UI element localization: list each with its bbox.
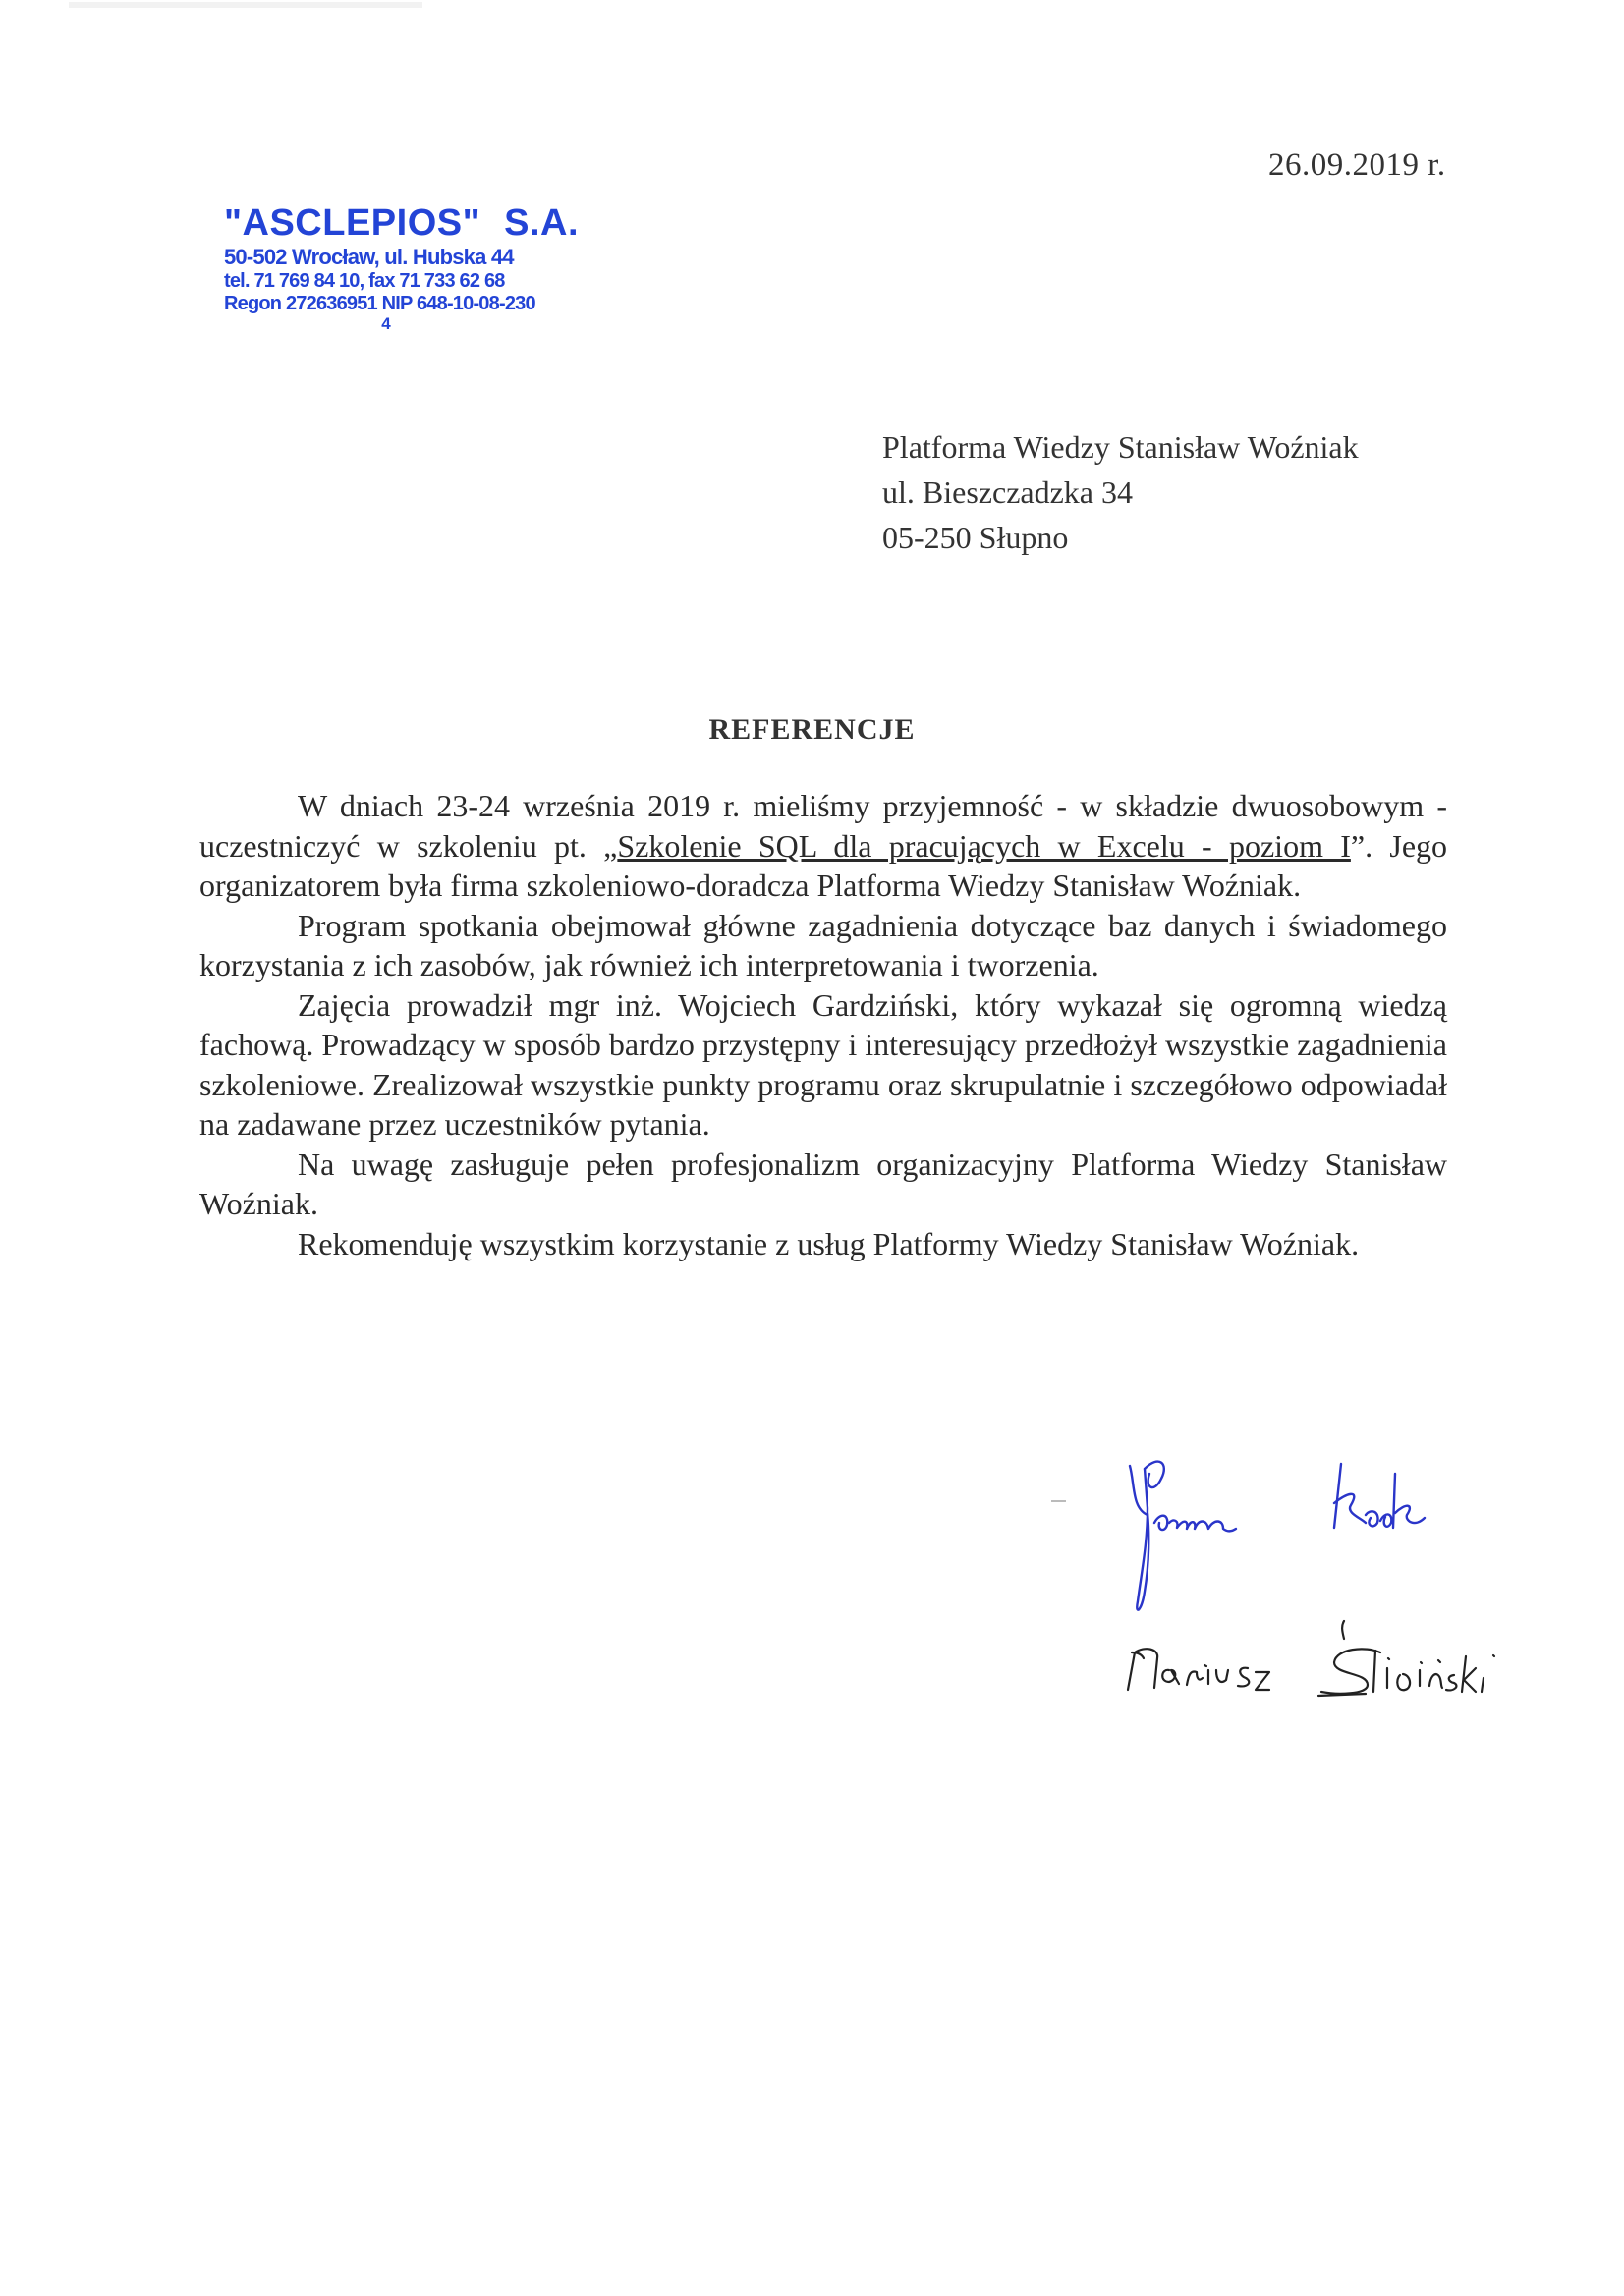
stamp-registry: Regon 272636951 NIP 648-10-08-230 [224,293,535,314]
paragraph-1 [199,786,1447,906]
paragraph-1-outro: ”. Jego organizatorem była firma szkoleniowo-doradcza Platforma Wiedzy Stanisław Woźniak. [199,827,1448,903]
company-stamp [224,201,580,333]
signature-joanna [1130,1462,1425,1610]
paragraph-3: Zajęcia prowadził mgr inż. Wojciech Gardziński, który wykazał się ogromną wiedzą fachową. Prowadzący w sposób bardzo przystępny i interesujący przedłożył wszystkie zagadnienia szkoleniowe. Zrealizował wszystkie punkty programu oraz skrupulatnie i szczegółowo odpowiadał na zadawane przez uczestników pytania. [199,986,1447,1142]
stamp-company-name [224,201,580,245]
handwritten-signatures-icon [1022,1434,1513,1729]
stamp-suffix-text: S.A. [504,202,580,244]
recipient-street: ul. Bieszczadzka 34 [882,475,1133,510]
training-title: Szkolenie SQL dla pracujących w Excelu - poziom I [617,827,1351,864]
recipient-city: 05-250 Słupno [882,520,1069,555]
paragraph-2: Program spotkania obejmował główne zagadnienia dotyczące baz danych i świadomego korzystania z ich zasobów, jak również ich interpretowania i tworzenia. [199,907,1447,982]
signatures [1022,1434,1513,1729]
letter-date: 26.09.2019 r. [1268,147,1446,183]
paragraph-5: Rekomenduję wszystkim korzystanie z usług Platformy Wiedzy Stanisław Woźniak. [298,1225,1360,1261]
letter-body [199,786,1447,1263]
document-heading: REFERENCJE [708,713,916,746]
paragraph-1-intro: W dniach 23-24 września 2019 r. mieliśmy przyjemność - w składzie dwuosobowym - uczestniczyć w szkoleniu pt. „ [199,788,1447,864]
scan-edge-artifact [69,2,422,8]
stamp-name-text: "ASCLEPIOS" [224,202,481,244]
stamp-address: 50-502 Wrocław, ul. Hubska 44 [224,245,514,269]
stamp-phone-fax: tel. 71 769 84 10, fax 71 733 62 68 [224,270,505,292]
recipient-address [882,424,1359,560]
stamp-registry-suffix: 4 [381,314,391,333]
paragraph-4: Na uwagę zasługuje pełen profesjonalizm organizacyjny Platforma Wiedzy Stanisław Woźniak. [199,1146,1447,1221]
recipient-name: Platforma Wiedzy Stanisław Woźniak [882,429,1359,465]
signature-mariusz [1128,1621,1494,1696]
